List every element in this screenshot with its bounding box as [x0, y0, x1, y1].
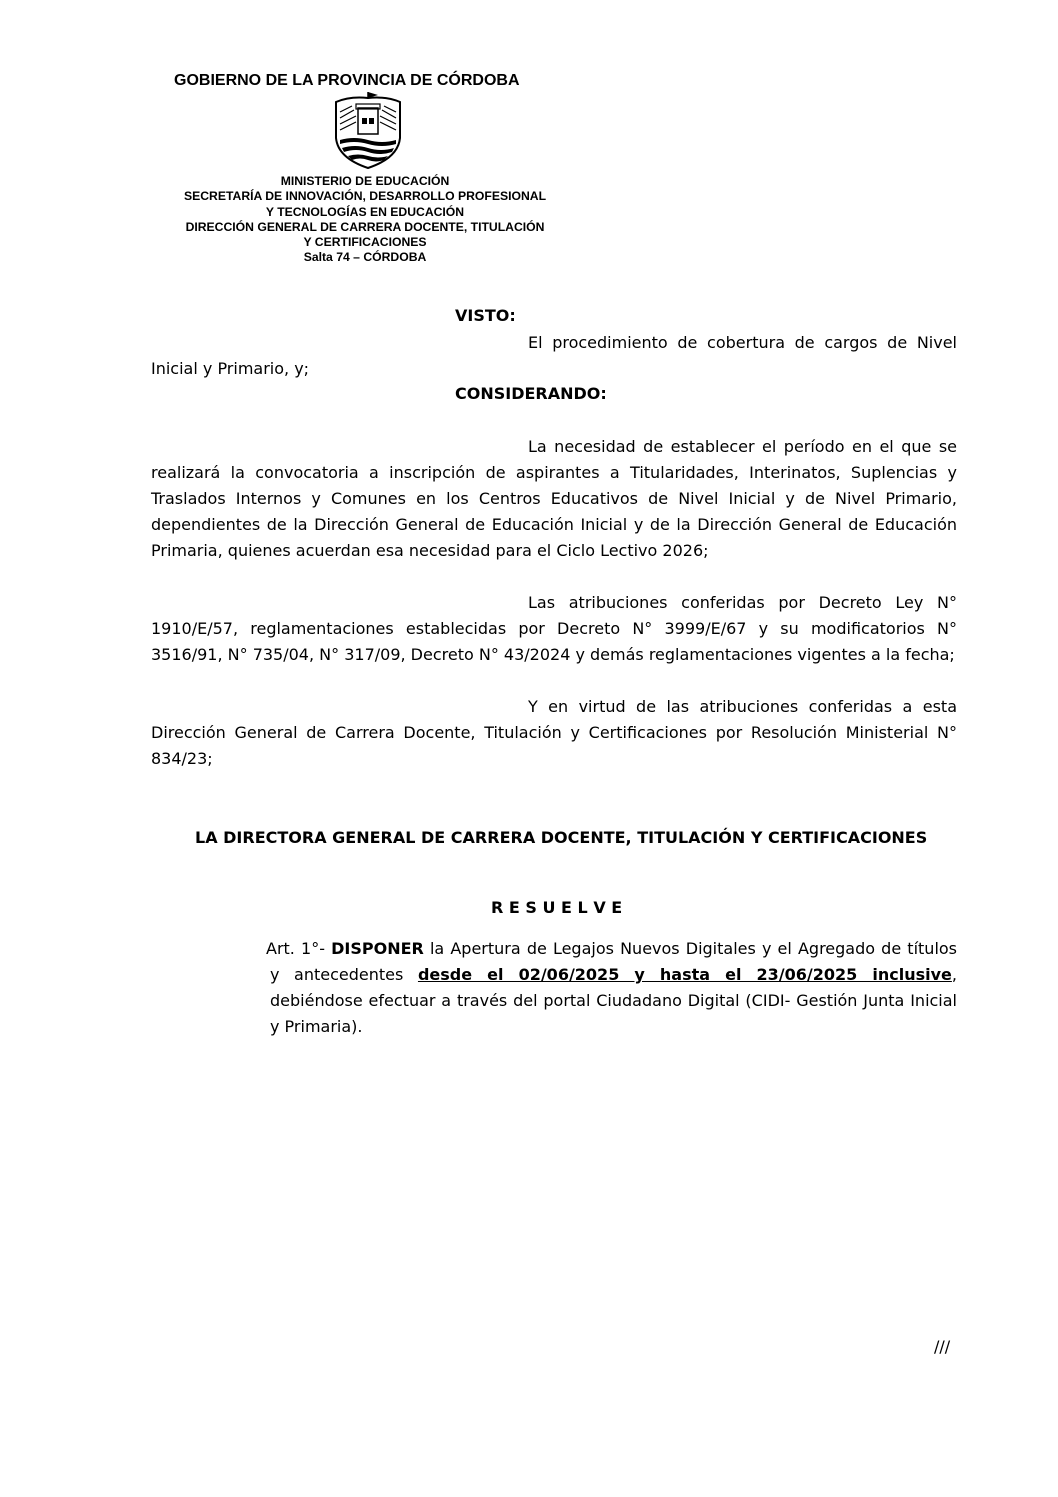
paragraph-text-rest: 1910/E/57, reglamentaciones establecidas por Decreto N° 3999/E/67 y su modificatorios N° 3516/91, N° 735/04, N° 317/09, Decreto N° 43/2024 y demás reglamentaciones vigentes a la fecha; — [151, 619, 957, 664]
letterhead-address: Salta 74 – CÓRDOBA — [303, 250, 427, 265]
considerando-paragraph-3 — [151, 694, 957, 772]
article-text-before: la Apertura de Legajos Nuevos Digitales y el Agregado de títulos y antecedentes — [270, 939, 958, 984]
paragraph-text-first: Y en virtud de las atribuciones conferidas a esta — [528, 697, 957, 716]
visto-paragraph — [151, 330, 957, 382]
article-label: Art. 1°- — [266, 939, 325, 958]
article-text-after: , debiéndose efectuar a través del portal Ciudadano Digital (CIDI- Gestión Junta Inicial y Primaria). — [270, 965, 957, 1036]
considerando-paragraph-2 — [151, 590, 957, 668]
resuelve-heading: R E S U E L V E — [491, 898, 623, 917]
ministry-letterhead — [140, 174, 590, 266]
letterhead-line: DIRECCIÓN GENERAL DE CARRERA DOCENTE, TITULACIÓN — [185, 219, 545, 234]
continuation-mark: /// — [934, 1337, 951, 1356]
paragraph-text-rest: realizará la convocatoria a inscripción de aspirantes a Titularidades, Interinatos, Suplencias y Traslados Internos y Comunes en los Centros Educativos de Nivel Inicial y de Nivel Primario, dependientes de la Dirección General de Educación Inicial y de la Dirección General de Educación Primaria, quienes acuerdan esa necesidad para el Ciclo Lectivo 2026; — [151, 463, 957, 560]
letterhead-line: Y TECNOLOGÍAS EN EDUCACIÓN — [265, 204, 465, 219]
article-dates: desde el 02/06/2025 y hasta el 23/06/2025 inclusive — [417, 965, 952, 984]
visto-text-rest: Inicial y Primario, y; — [151, 359, 310, 378]
province-coat-of-arms-icon — [330, 92, 406, 170]
paragraph-text-first: La necesidad de establecer el período en el que se — [528, 437, 957, 456]
letterhead-line: SECRETARÍA DE INNOVACIÓN, DESARROLLO PROFESIONAL — [183, 189, 547, 204]
considerando-paragraph-1 — [151, 434, 957, 564]
article-1-body — [266, 936, 958, 1040]
paragraph-text-first: Las atribuciones conferidas por Decreto Ley N° — [528, 593, 957, 612]
paragraph-text-rest: Dirección General de Carrera Docente, Titulación y Certificaciones por Resolución Ministerial N° 834/23; — [151, 723, 957, 768]
visto-heading: VISTO: — [455, 306, 516, 325]
letterhead-line: MINISTERIO DE EDUCACIÓN — [280, 174, 450, 188]
article-verb: DISPONER — [331, 939, 424, 958]
authority-heading: LA DIRECTORA GENERAL DE CARRERA DOCENTE, TITULACIÓN Y CERTIFICACIONES — [195, 828, 928, 847]
article-1 — [195, 936, 957, 1040]
visto-text-first: El procedimiento de cobertura de cargos de Nivel — [528, 333, 957, 352]
considerando-heading: CONSIDERANDO: — [455, 384, 607, 403]
letterhead-line: Y CERTIFICACIONES — [303, 235, 427, 250]
government-title: GOBIERNO DE LA PROVINCIA DE CÓRDOBA — [174, 72, 520, 89]
